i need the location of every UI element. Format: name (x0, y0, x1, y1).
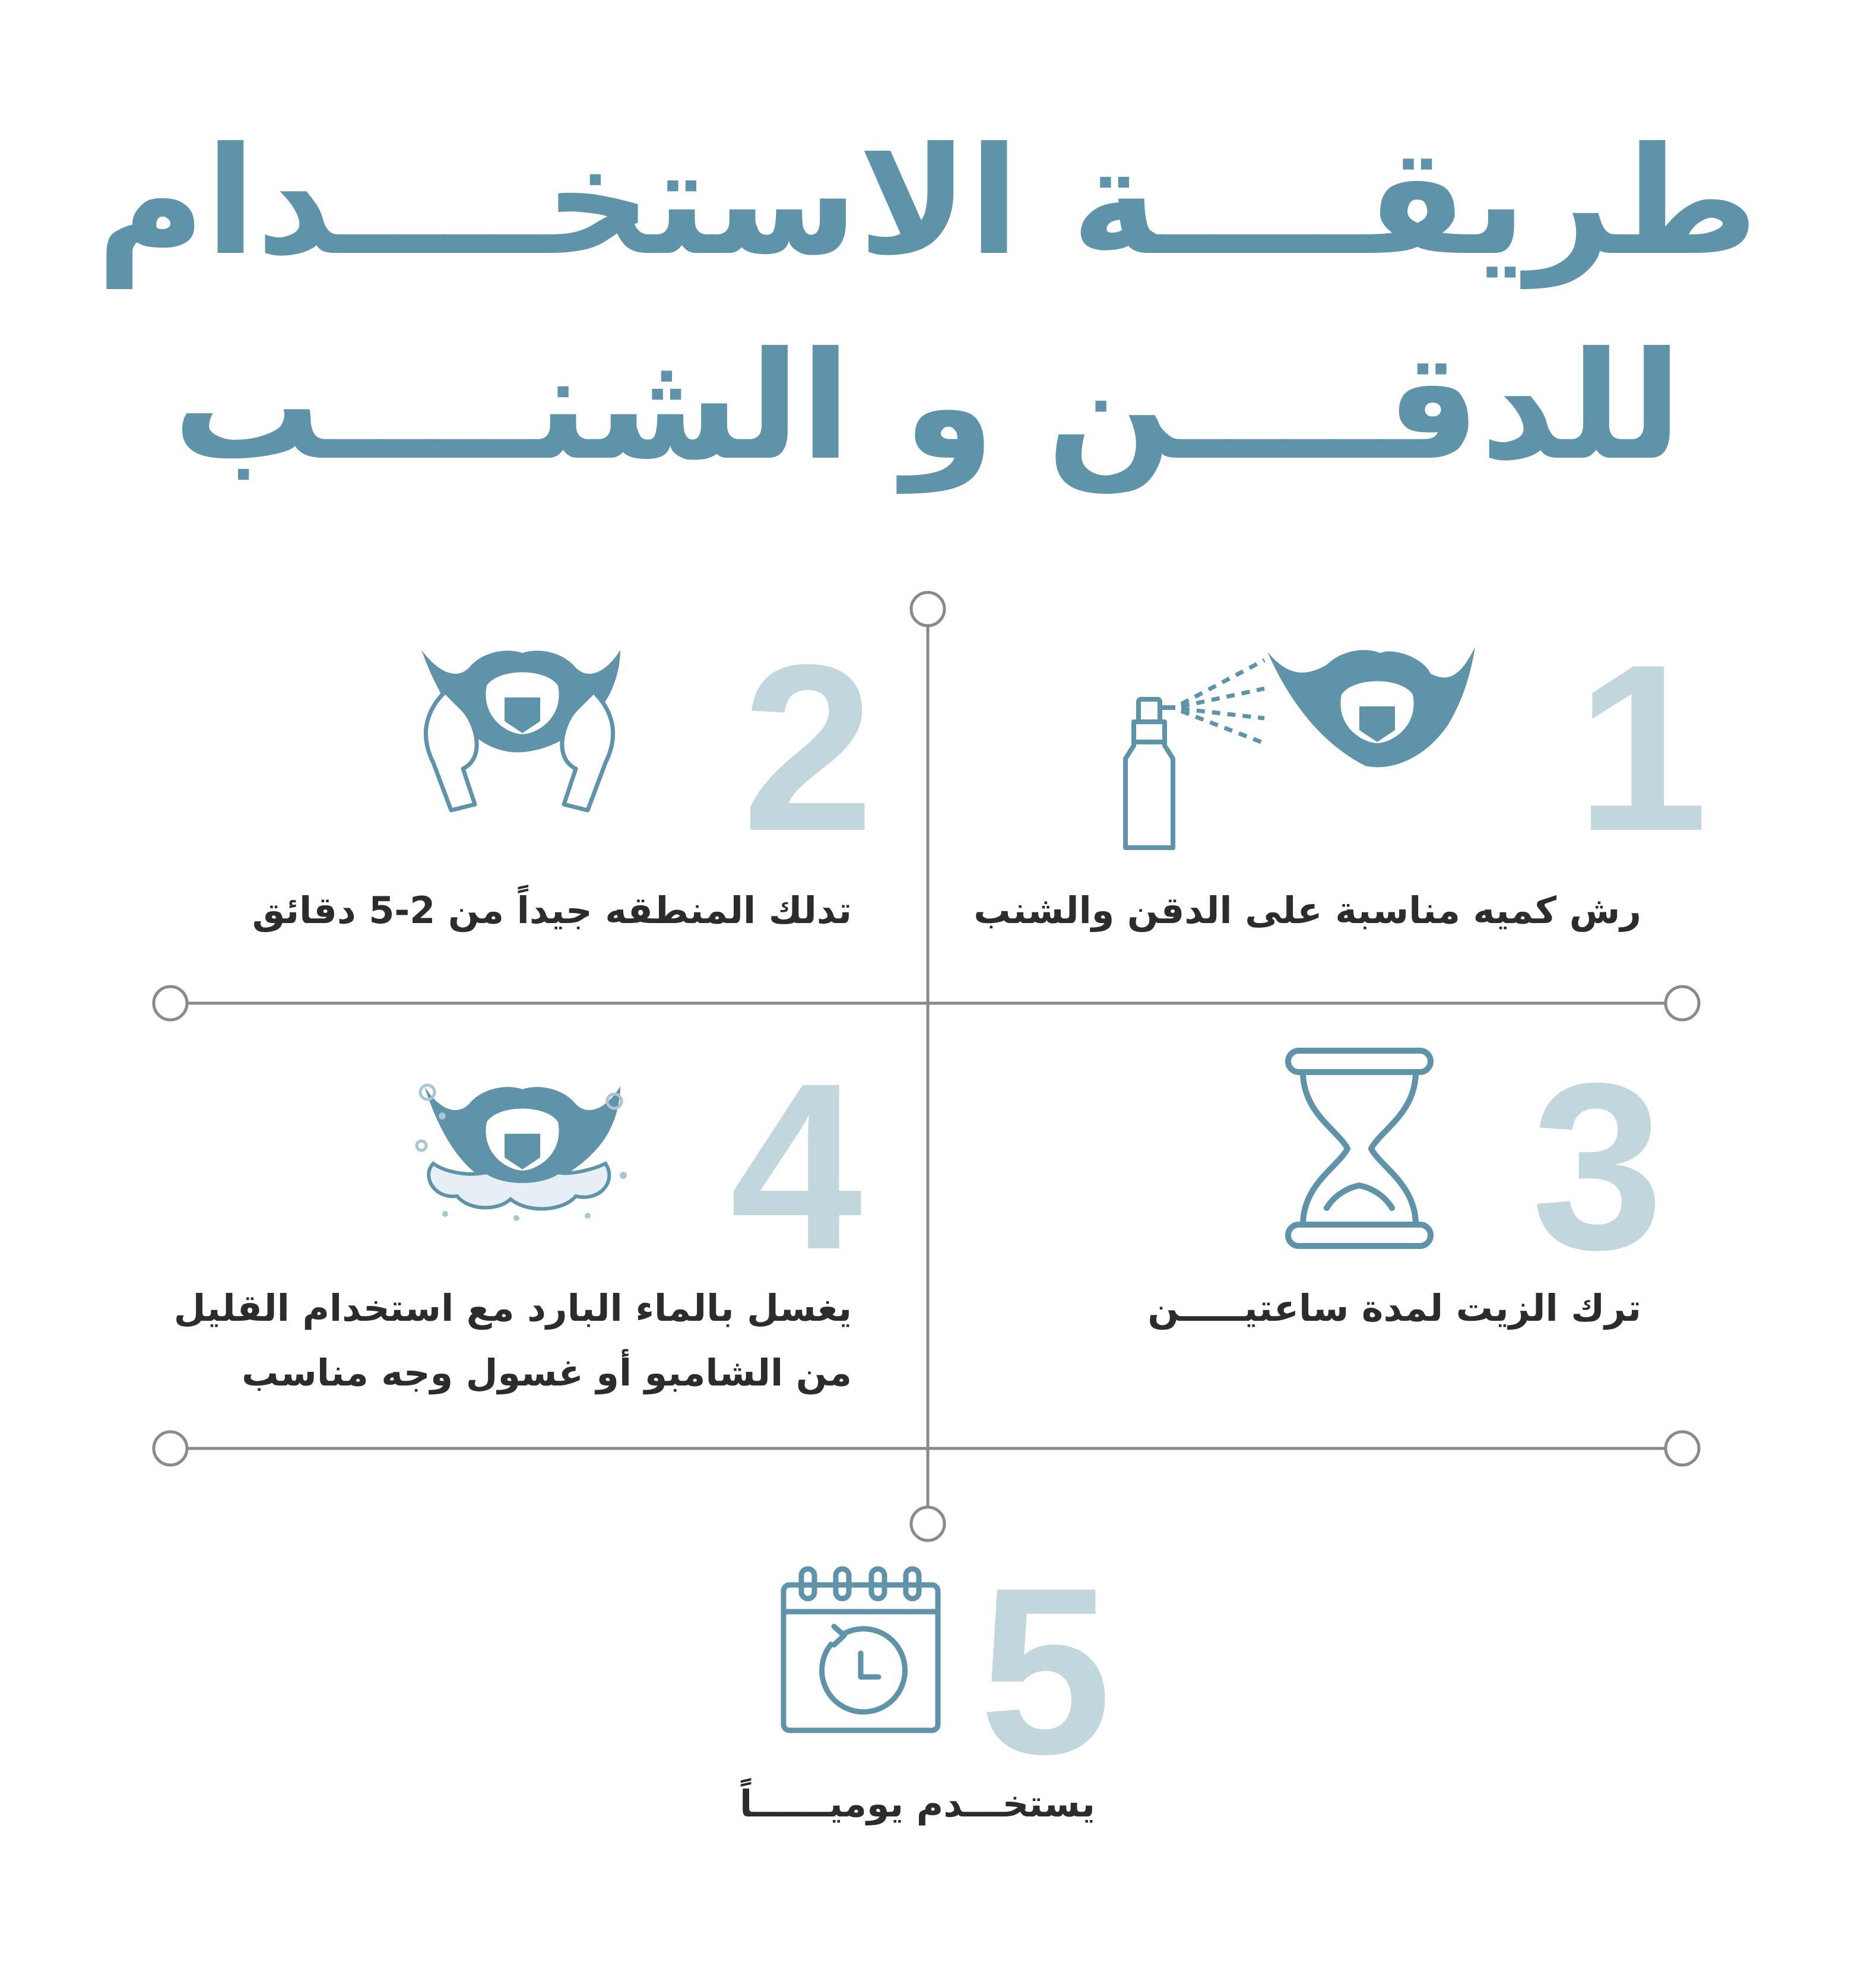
grid-node-bottom (911, 1507, 944, 1540)
page-subtitle: للدقــــن و الشنــــب (173, 320, 1682, 493)
calendar-repeat-icon (778, 1564, 944, 1736)
step-1-line-1: رش كميه مناسبة على الدقن والشنب (974, 889, 1641, 932)
beard-wash-icon (410, 1080, 635, 1223)
grid-node-left-2 (154, 1432, 187, 1465)
beard-spray-icon (1116, 641, 1484, 855)
hourglass-icon (1282, 1048, 1437, 1250)
step-3-line-1: ترك الزيت لمدة ساعتيـــــن (1147, 1286, 1641, 1330)
step-4-line-1: يغسل بالماء البارد مع استخدام القليل (173, 1286, 852, 1330)
page-title: طريقــــة الاستخــــدام (96, 115, 1759, 288)
step-3-text (1147, 1276, 1641, 1341)
step-4-text (174, 1276, 852, 1405)
grid-node-top (911, 592, 944, 626)
step-2-number: 2 (742, 615, 874, 880)
step-3-number: 3 (1531, 1033, 1664, 1299)
step-5-line-1: يستخـــدم يوميــــــاً (739, 1782, 1095, 1825)
step-2-line-1: تدلك المنطقه جيداً من 2-5 دقائق (252, 889, 852, 932)
step-4-line-2: من الشامبو أو غسول وجه مناسب (242, 1350, 852, 1394)
step-1-number: 1 (1576, 615, 1708, 880)
grid-node-right-2 (1666, 1432, 1699, 1465)
step-5-number: 5 (979, 1538, 1112, 1803)
step-2-text (252, 879, 852, 943)
step-5-text (740, 1772, 1095, 1837)
step-1-text (974, 879, 1641, 943)
step-4-number: 4 (730, 1033, 863, 1299)
grid-node-right-1 (1666, 987, 1699, 1020)
beard-massage-hands-icon (410, 644, 629, 822)
grid-node-left-1 (154, 987, 187, 1020)
